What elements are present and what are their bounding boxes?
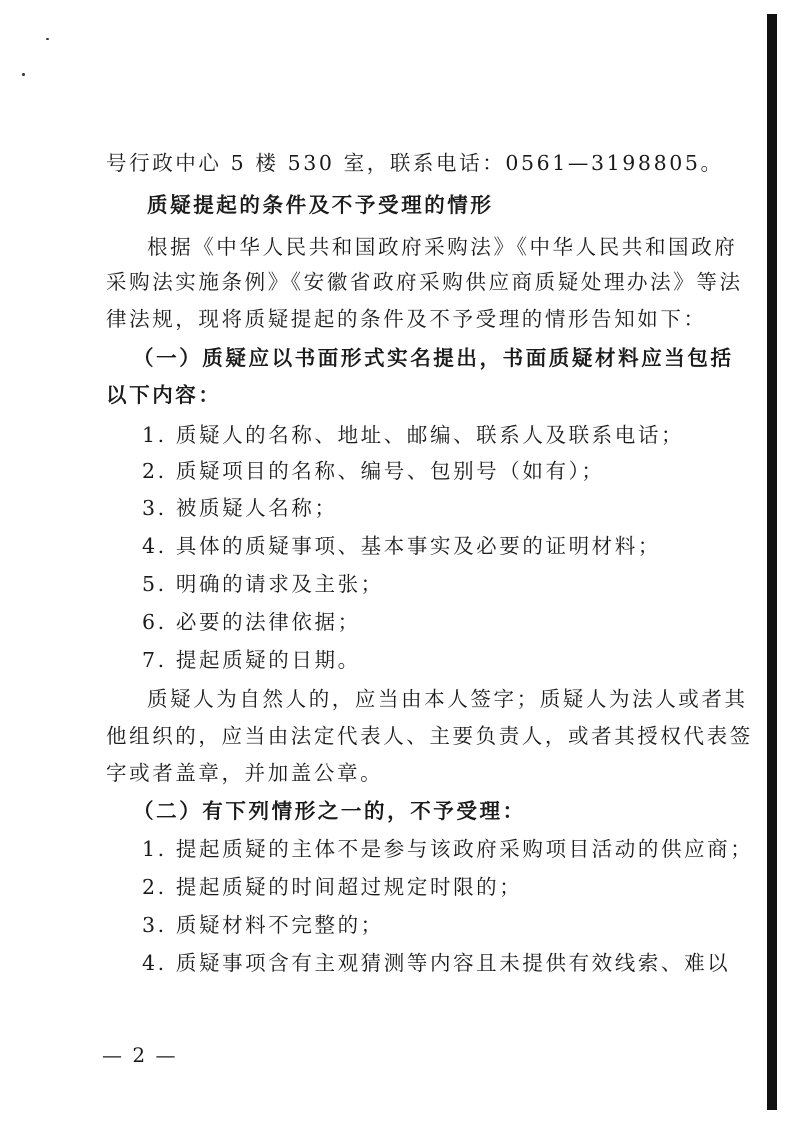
subsection-heading: 以下内容： (106, 383, 222, 407)
list-item: 3. 被质疑人名称； (142, 496, 338, 520)
list-item: 1. 提起质疑的主体不是参与该政府采购项目活动的供应商； (142, 837, 754, 861)
scan-edge-bar (767, 14, 777, 1110)
list-item: 1. 质疑人的名称、地址、邮编、联系人及联系电话； (142, 423, 685, 447)
scan-speck (46, 38, 49, 40)
paragraph-line: 字或者盖章，并加盖公章。 (106, 761, 384, 785)
paragraph-line: 他组织的，应当由法定代表人、主要负责人，或者其授权代表签 (106, 724, 753, 748)
section-heading: 质疑提起的条件及不予受理的情形 (147, 193, 494, 217)
paragraph-line: 采购法实施条例》《安徽省政府采购供应商质疑处理办法》等法 (106, 270, 743, 294)
list-item: 3. 质疑材料不完整的； (142, 913, 384, 937)
subsection-heading: （二）有下列情形之一的，不予受理： (133, 799, 526, 823)
list-item: 7. 提起质疑的日期。 (142, 648, 361, 672)
paragraph-line: 质疑人为自然人的，应当由本人签字；质疑人为法人或者其 (147, 687, 748, 711)
paragraph-line: 律法规，现将质疑提起的条件及不予受理的情形告知如下： (106, 307, 707, 331)
list-item: 6. 必要的法律依据； (142, 610, 361, 634)
scan-speck (22, 73, 25, 76)
page-number: — 2 — (102, 1043, 178, 1067)
list-item: 5. 明确的请求及主张； (142, 572, 384, 596)
list-item: 2. 提起质疑的时间超过规定时限的； (142, 875, 523, 899)
list-item: 4. 质疑事项含有主观猜测等内容且未提供有效线索、难以 (142, 951, 731, 975)
subsection-heading: （一）质疑应以书面形式实名提出，书面质疑材料应当包括 (133, 346, 734, 370)
paragraph-line: 根据《中华人民共和国政府采购法》《中华人民共和国政府 (147, 235, 738, 259)
list-item: 4. 具体的质疑事项、基本事实及必要的证明材料； (142, 534, 661, 558)
list-item: 2. 质疑项目的名称、编号、包别号（如有）； (142, 459, 605, 483)
contact-line: 号行政中心 5 楼 530 室，联系电话：0561—3198805。 (106, 151, 724, 175)
